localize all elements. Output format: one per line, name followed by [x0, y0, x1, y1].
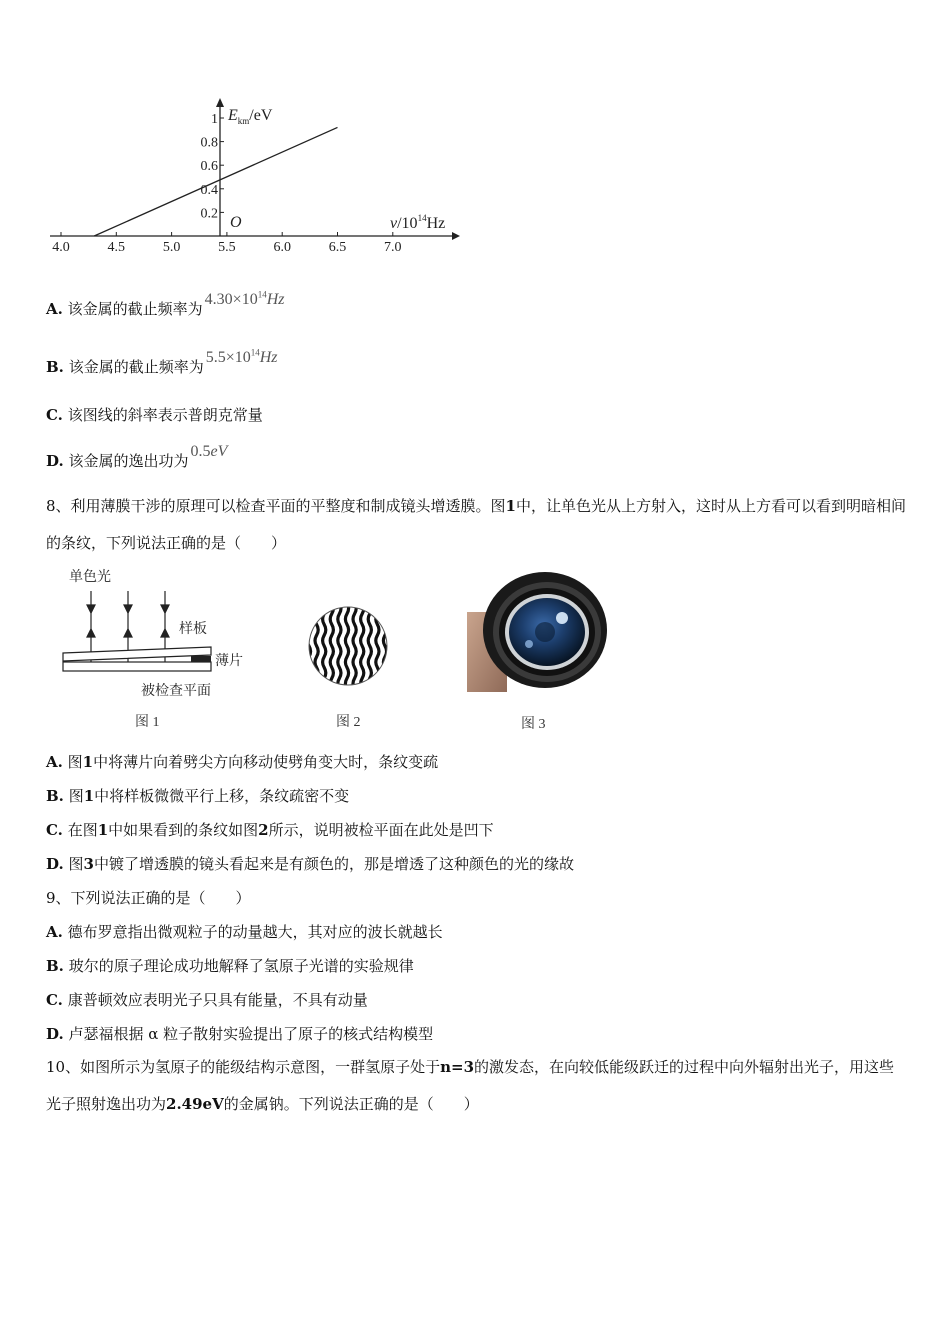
y-tick-label: 1: [211, 112, 218, 127]
y-tick-label: 0.2: [200, 206, 218, 222]
q9-option-c[interactable]: C. 康普顿效应表明光子只具有能量，不具有动量: [46, 991, 368, 1009]
figure-1-thin-film: [55, 565, 255, 705]
figure-2-caption: 图 2: [336, 715, 361, 730]
y-tick-label: 0.4: [200, 182, 218, 198]
sample-plate: [63, 647, 211, 661]
q9-option-a[interactable]: A. 德布罗意指出微观粒子的动量越大，其对应的波长就越长: [46, 923, 443, 941]
q7-option-b[interactable]: B. 该金属的截止频率为$5.5\times 10^{14}Hz$: [46, 347, 278, 376]
x-tick-label: 6.0: [273, 240, 291, 255]
q8-option-a[interactable]: A. 图1中将薄片向着劈尖方向移动使劈角变大时，条纹变疏: [46, 753, 439, 771]
label-tested-surface: 被检查平面: [141, 684, 211, 699]
cutoff-frequency-a: $4.30\times 10^{14}Hz$: [204, 289, 285, 308]
work-function-d: 0.5eV: [190, 443, 228, 460]
x-tick-label: 6.5: [328, 240, 347, 255]
fringe-line: [315, 603, 318, 689]
q9-stem: 9、下列说法正确的是（ ）: [46, 889, 251, 907]
y-tick-label: 0.8: [200, 135, 218, 151]
x-tick-label: 5.5: [218, 240, 236, 255]
figure-3-coated-lens: [467, 572, 607, 692]
x-tick-label: 5.0: [162, 240, 181, 255]
cutoff-frequency-b: $5.5\times 10^{14}Hz$: [205, 347, 278, 366]
fringe-line: [353, 603, 356, 689]
figure-1-caption: 图 1: [135, 715, 160, 730]
y-tick-label: 0.6: [200, 159, 218, 175]
x-tick-label: 4.0: [52, 240, 70, 255]
q7-option-a[interactable]: A. 该金属的截止频率为$4.30\times 10^{14}Hz$: [46, 289, 285, 318]
fringe-line: [330, 603, 333, 689]
x-axis-label: $\nu/10^{14}Hz$: [390, 213, 446, 232]
label-sample-plate: 样板: [179, 622, 207, 637]
figure-2-fringes: [305, 603, 391, 689]
q8-stem: 8、利用薄膜干涉的原理可以检查平面的平整度和制成镜头增透膜。图1中，让单色光从上方射入，这时从上方看可以看到明暗相间的条纹，下列说法正确的是（ ）: [46, 497, 906, 552]
q9-option-b[interactable]: B. 玻尔的原子理论成功地解释了氢原子光谱的实验规律: [46, 957, 414, 975]
y-axis-arrow: [216, 98, 224, 107]
fringe-line: [368, 603, 371, 689]
q7-option-c[interactable]: C. 该图线的斜率表示普朗克常量: [46, 406, 263, 424]
figure-3-caption: 图 3: [521, 717, 546, 732]
label-thin-sheet: 薄片: [215, 654, 243, 669]
q10-stem: 10、如图所示为氢原子的能级结构示意图，一群氢原子处于n=3的激发态，在向较低能级跃迁的过程中向外辐射出光子，用这些光子照射逸出功为2.49eV的金属钠。下列说法正确的是（ ）: [46, 1058, 895, 1113]
fringe-line: [338, 603, 341, 689]
q7-option-d[interactable]: D. 该金属的逸出功为0.5eV: [46, 443, 228, 470]
q8-option-d[interactable]: D. 图3中镀了增透膜的镜头看起来是有颜色的，那是增透了这种颜色的光的缘故: [46, 855, 574, 873]
fringe-line: [383, 603, 386, 689]
fringe-line: [376, 603, 379, 689]
label-monochromatic-light: 单色光: [69, 570, 111, 585]
fringe-line: [345, 603, 348, 689]
q8-option-c[interactable]: C. 在图1中如果看到的条纹如图2所示，说明被检平面在此处是凹下: [46, 821, 494, 839]
fringe-line: [361, 603, 364, 689]
x-tick-label: 4.5: [107, 240, 126, 255]
q9-option-d[interactable]: D. 卢瑟福根据 α 粒子散射实验提出了原子的核式结构模型: [46, 1025, 434, 1043]
x-tick-label: 7.0: [384, 240, 402, 255]
q8-option-b[interactable]: B. 图1中将样板微微平行上移，条纹疏密不变: [46, 787, 350, 805]
tested-surface: [63, 662, 211, 671]
y-axis-label: $E_{km}/eV$: [228, 107, 273, 126]
origin-label: O: [230, 214, 242, 231]
thin-sheet: [191, 656, 211, 662]
x-axis-arrow: [452, 232, 460, 240]
ekm-frequency-graph: [40, 95, 470, 260]
